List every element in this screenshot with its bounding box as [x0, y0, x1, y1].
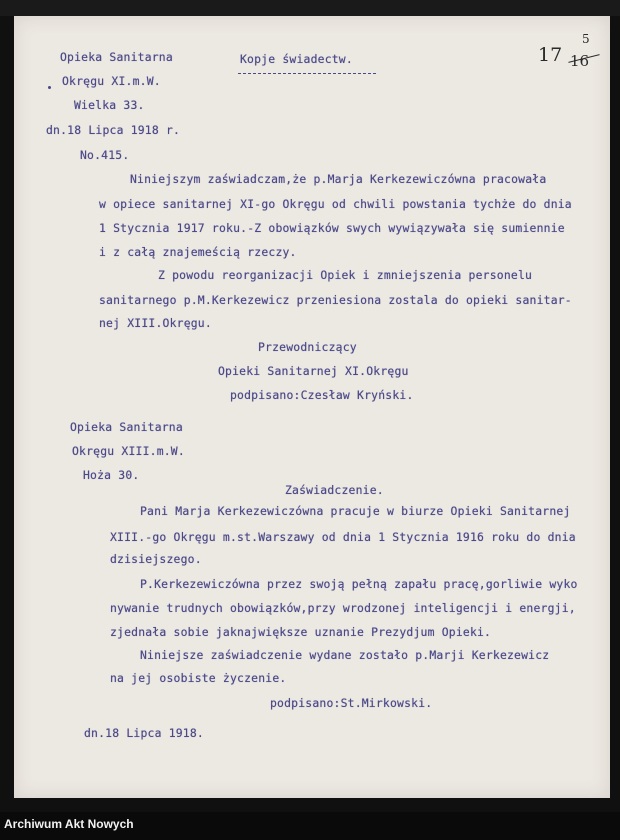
letter2-signature: podpisano:St.Mirkowski. [270, 696, 433, 710]
letter2-body-line-1: Pani Marja Kerkezewiczówna pracuje w biurze Opieki Sanitarnej [140, 504, 571, 518]
letter1-body-line-6: sanitarnego p.M.Kerkezewicz przeniesiona zostala do opieki sanitar- [99, 293, 572, 307]
sender-line-1: Opieka Sanitarna [60, 50, 173, 64]
letter1-body-line-2: w opiece sanitarnej XI-go Okręgu od chwili powstania tychże do dnia [99, 197, 572, 211]
sender-line-3: Wielka 33. [74, 98, 145, 112]
folio-number [538, 32, 608, 80]
letter1-body-line-4: i z całą znajemeścią rzeczy. [99, 245, 297, 259]
ink-dot [48, 86, 51, 89]
letter1-body-line-3: 1 Stycznia 1917 roku.-Z obowiązków swych wywiązywała się sumiennie [99, 221, 565, 235]
letter1-signature-org: Opieki Sanitarnej XI.Okręgu [218, 364, 409, 378]
letter1-date: dn.18 Lipca 1918 r. [46, 123, 181, 137]
archive-watermark: Archiwum Akt Nowych [4, 817, 134, 831]
letter2-title: Zaświadczenie. [285, 483, 384, 497]
letter2-body-line-8: na jej osobiste życzenie. [110, 671, 287, 685]
letter2-sender-line-1: Opieka Sanitarna [70, 420, 183, 434]
letter1-body-line-1: Niniejszym zaświadczam,że p.Marja Kerkezewiczówna pracowała [130, 172, 547, 186]
letter2-sender-line-3: Hoża 30. [83, 468, 140, 482]
letter1-body-line-7: nej XIII.Okręgu. [99, 316, 212, 330]
letter1-body-line-5: Z powodu reorganizacji Opiek i zmniejszenia personelu [158, 268, 533, 282]
sender-line-2: Okręgu XI.m.W. [62, 74, 161, 88]
letter1-number: No.415. [80, 148, 130, 162]
letter2-body-line-4: P.Kerkezewiczówna przez swoją pełną zapału pracę,gorliwie wyko [140, 577, 578, 591]
letter2-date: dn.18 Lipca 1918. [84, 726, 204, 740]
letter2-body-line-5: nywanie trudnych obowiązków,przy wrodzonej inteligencji i energji, [110, 601, 576, 615]
letter2-body-line-3: dzisiejszego. [110, 552, 202, 566]
document-title: Kopje świadectw. [240, 52, 353, 66]
folio-main: 17 [538, 44, 563, 66]
letter1-signature-role: Przewodniczący [258, 340, 357, 354]
letter2-sender-line-2: Okręgu XIII.m.W. [72, 444, 185, 458]
folio-crossed: 16 [570, 52, 590, 70]
letter2-body-line-6: zjednała sobie jaknajwiększe uznanie Prezydjum Opieki. [110, 625, 492, 639]
letter1-signature-name: podpisano:Czesław Kryński. [230, 388, 414, 402]
letter2-body-line-2: XIII.-go Okręgu m.st.Warszawy od dnia 1 Stycznia 1916 roku do dnia [110, 530, 576, 544]
title-underline [238, 73, 376, 74]
letter2-body-line-7: Niniejsze zaświadczenie wydane zostało p.Marji Kerkezewicz [140, 648, 550, 662]
scan-border-top [0, 0, 620, 16]
folio-top: 5 [582, 32, 590, 46]
